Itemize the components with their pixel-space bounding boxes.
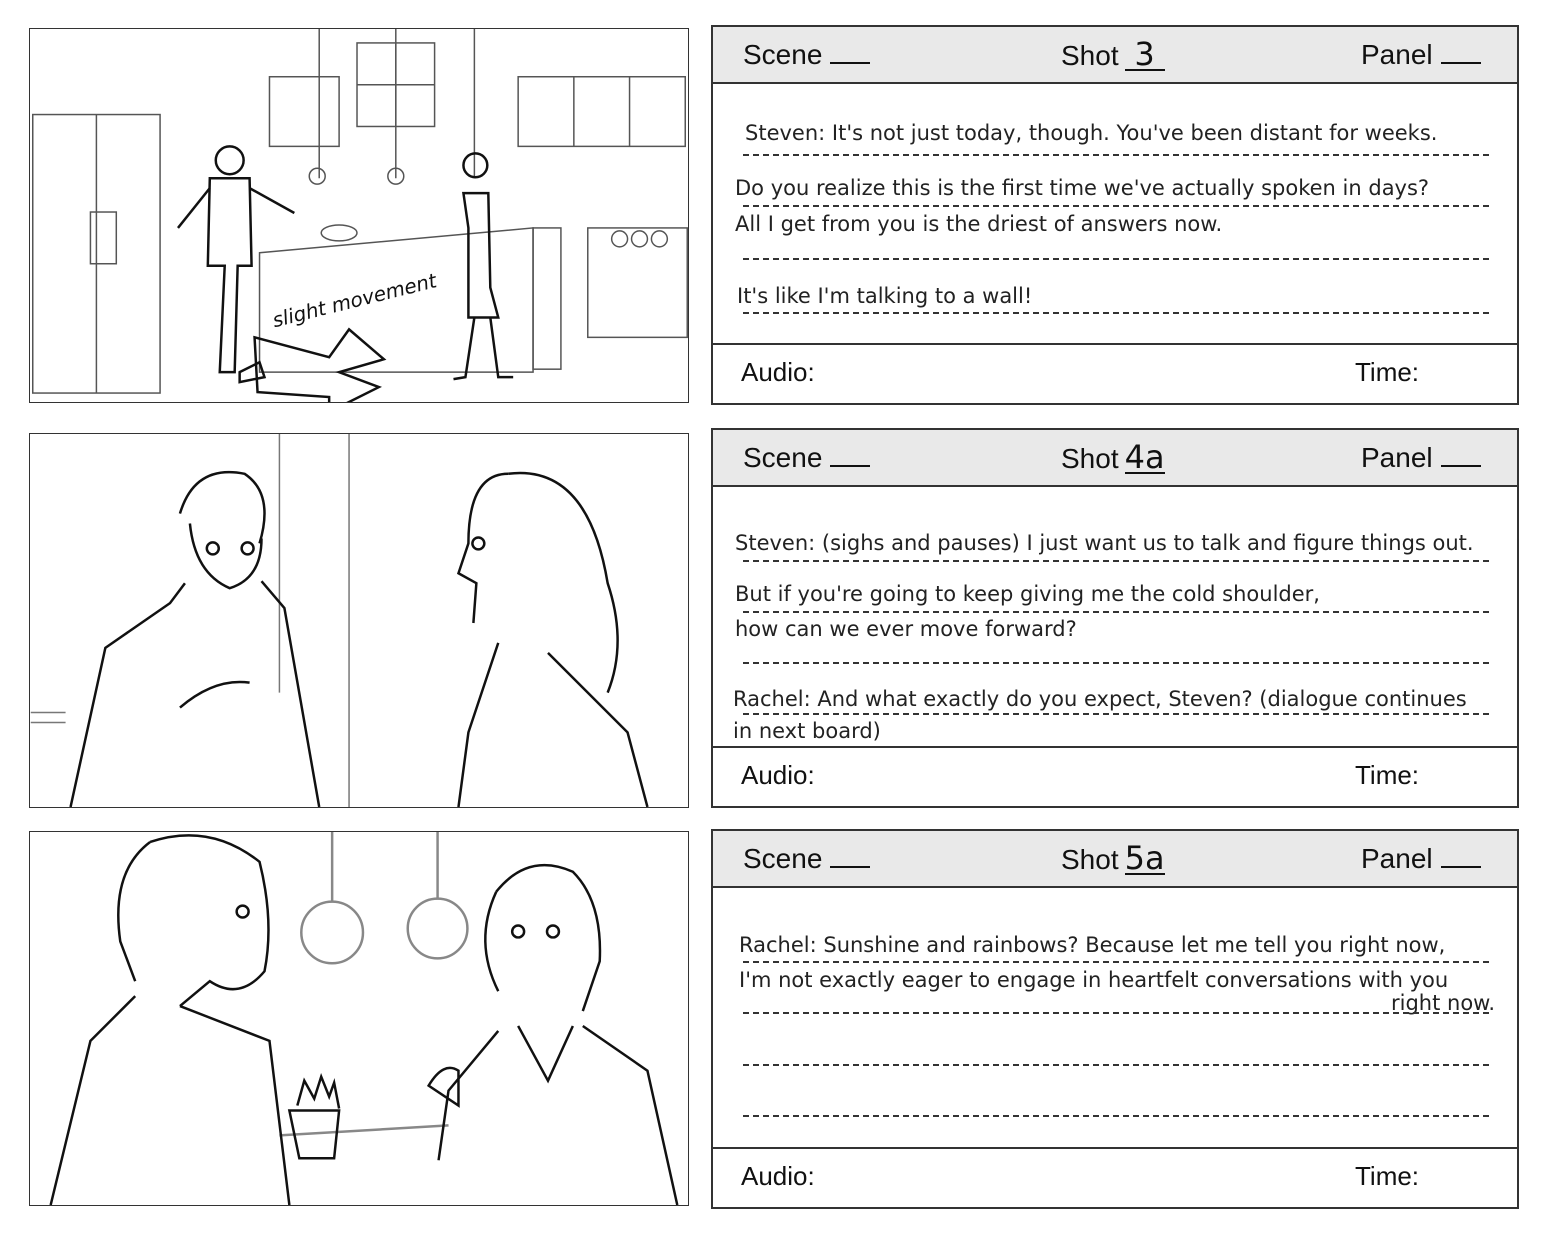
shot-field (1061, 839, 1165, 877)
panel-blank[interactable] (1441, 445, 1481, 467)
scene-field (743, 39, 870, 71)
dialogue-line: All I get from you is the driest of answers now. (735, 212, 1223, 236)
scene-field (743, 843, 870, 875)
sheet-header (713, 831, 1517, 888)
shot-label: Shot (1061, 443, 1119, 474)
dialogue-line: in next board) (733, 719, 881, 743)
shot-label: Shot (1061, 844, 1119, 875)
dialogue-rule (743, 1064, 1489, 1066)
sheet-footer (713, 746, 1517, 806)
panel-blank[interactable] (1441, 42, 1481, 64)
panel-field (1361, 39, 1481, 71)
medium-shot-sketch (30, 434, 688, 807)
audio-label: Audio: (741, 760, 815, 790)
shot-sheet-2 (711, 428, 1519, 808)
dialogue-rule (743, 662, 1489, 664)
sketch-note: slight movement (270, 269, 439, 333)
audio-label: Audio: (741, 357, 815, 387)
shot-sheet-1 (711, 25, 1519, 405)
shot-sheet-3 (711, 829, 1519, 1209)
dialogue-rule (743, 312, 1489, 314)
dialogue-rule (743, 205, 1489, 207)
dialogue-rule (743, 1012, 1489, 1014)
dialogue-line: Rachel: Sunshine and rainbows? Because let me tell you right now, (739, 933, 1446, 957)
time-label: Time: (1355, 760, 1420, 790)
sheet-footer (713, 343, 1517, 403)
dialogue-line: how can we ever move forward? (735, 617, 1077, 641)
scene-blank[interactable] (830, 846, 870, 868)
dialogue-line: right now. (1391, 991, 1496, 1015)
panel-field (1361, 843, 1481, 875)
dialogue-rule (743, 611, 1489, 613)
dialogue-rule (743, 961, 1489, 963)
dialogue-rule (743, 1115, 1489, 1117)
sketch-panel-2 (29, 433, 689, 808)
dialogue-line: But if you're going to keep giving me the cold shoulder, (735, 582, 1320, 606)
scene-label: Scene (743, 843, 823, 874)
dialogue-line: Rachel: And what exactly do you expect, Steven? (dialogue continues (733, 687, 1467, 711)
dialogue-area[interactable] (733, 84, 1497, 341)
kitchen-wide-sketch (30, 29, 688, 402)
dialogue-rule (743, 713, 1489, 715)
shot-number[interactable]: 5a (1124, 839, 1165, 877)
time-label: Time: (1355, 1161, 1420, 1191)
shot-field (1061, 438, 1165, 476)
shot-field (1061, 35, 1165, 73)
sheet-footer (713, 1147, 1517, 1207)
shot-number[interactable]: 3 (1125, 39, 1165, 71)
sheet-header (713, 27, 1517, 84)
dialogue-rule (743, 154, 1489, 156)
panel-label: Panel (1361, 39, 1433, 70)
dialogue-area[interactable] (733, 888, 1497, 1145)
scene-field (743, 442, 870, 474)
dialogue-area[interactable] (733, 487, 1497, 744)
shot-number[interactable]: 4a (1124, 438, 1165, 476)
sketch-panel-3 (29, 831, 689, 1206)
dialogue-line: Do you realize this is the first time we've actually spoken in days? (735, 176, 1430, 200)
dialogue-line: I'm not exactly eager to engage in heartfelt conversations with you (739, 968, 1449, 992)
scene-blank[interactable] (830, 42, 870, 64)
panel-field (1361, 442, 1481, 474)
dialogue-line: Steven: (sighs and pauses) I just want us to talk and figure things out. (735, 531, 1474, 555)
panel-label: Panel (1361, 442, 1433, 473)
scene-label: Scene (743, 442, 823, 473)
dialogue-line: It's like I'm talking to a wall! (737, 284, 1033, 308)
shot-label: Shot (1061, 40, 1119, 71)
panel-label: Panel (1361, 843, 1433, 874)
scene-label: Scene (743, 39, 823, 70)
dialogue-rule (743, 560, 1489, 562)
scene-blank[interactable] (830, 445, 870, 467)
audio-label: Audio: (741, 1161, 815, 1191)
over-shoulder-sketch (30, 832, 688, 1205)
panel-blank[interactable] (1441, 846, 1481, 868)
time-label: Time: (1355, 357, 1420, 387)
dialogue-line: Steven: It's not just today, though. You've been distant for weeks. (745, 121, 1438, 145)
sheet-header (713, 430, 1517, 487)
dialogue-rule (743, 258, 1489, 260)
sketch-panel-1 (29, 28, 689, 403)
